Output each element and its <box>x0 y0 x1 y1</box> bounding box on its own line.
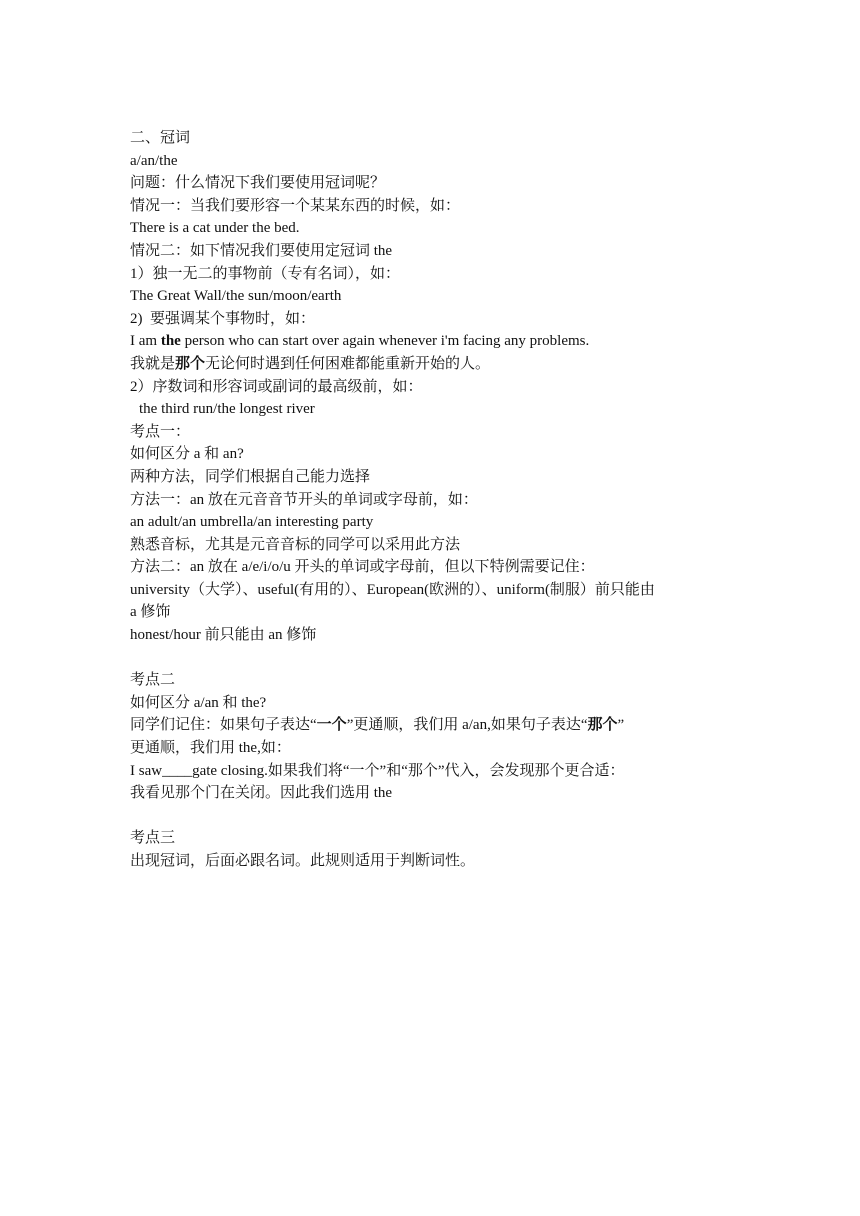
point-one-intro: 两种方法，同学们根据自己能力选择 <box>130 468 371 485</box>
section-heading: 二、冠词 <box>130 130 191 146</box>
emphasis-example-cn <box>130 353 740 376</box>
point-two-example-line-2: 我看见那个门在关闭。因此我们选用 the <box>130 785 393 802</box>
method-two-exceptions-line-2: a 修饰 <box>130 604 171 621</box>
emphasis-suffix: person who can start over again whenever i'm facing any problems. <box>180 333 590 350</box>
emphasis-prefix: I am <box>130 333 161 350</box>
emphasis-bold-word: the <box>160 333 181 350</box>
blank-line <box>130 647 740 670</box>
method-two-honest-rule: honest/hour 前只能由 an 修饰 <box>130 627 317 644</box>
point-three-title: 考点三 <box>130 830 176 847</box>
rule-one-text: 1）独一无二的事物前（专有名词），如： <box>130 265 401 282</box>
point-two-question: 如何区分 a/an 和 the? <box>130 694 267 711</box>
point-two-example-line-1: I saw____gate closing.如果我们将“一个”和“那个”代入，会发现那个更合适： <box>130 762 625 779</box>
method-two-exceptions-line-1: university（大学）、useful(有用的）、European(欧洲的）、uniform(制服）前只能由 <box>130 581 655 598</box>
point-one-question: 如何区分 a 和 an? <box>130 446 244 463</box>
articles-list: a/an/the <box>130 152 178 169</box>
method-one-text: 方法一：an 放在元音音节开头的单词或字母前，如： <box>130 491 478 508</box>
point-three-rule: 出现冠词，后面必跟名词。此规则适用于判断词性。 <box>130 853 476 869</box>
rule-two-superlative-example: the third run/the longest river <box>139 401 315 418</box>
point-two-rule-line-2: 更通顺，我们用 the,如： <box>130 740 291 757</box>
case-two-text: 情况二：如下情况我们要使用定冠词 the <box>130 242 393 259</box>
emphasis-example-en <box>130 330 740 353</box>
point-two-rule-line-1 <box>130 714 740 737</box>
point-two-rule-part-a: 同学们记住：如果句子表达“ <box>130 717 317 734</box>
question-text: 问题：什么情况下我们要使用冠词呢？ <box>130 175 386 192</box>
emphasis-cn-bold-word: 那个 <box>175 355 206 372</box>
method-one-note: 熟悉音标，尤其是元音音标的同学可以采用此方法 <box>130 536 461 553</box>
point-two-rule-part-e: ” <box>617 717 625 734</box>
emphasis-cn-prefix: 我就是 <box>130 355 176 372</box>
emphasis-cn-suffix: 无论何时遇到任何困难都能重新开始的人。 <box>205 355 491 372</box>
case-one-text: 情况一：当我们要形容一个某某东西的时候，如： <box>130 197 461 214</box>
rule-one-example: The Great Wall/the sun/moon/earth <box>130 288 342 305</box>
point-one-title: 考点一： <box>130 423 191 440</box>
method-two-text: 方法二：an 放在 a/e/i/o/u 开头的单词或字母前，但以下特例需要记住： <box>130 559 595 576</box>
method-one-example: an adult/an umbrella/an interesting party <box>130 514 374 531</box>
document-body <box>130 127 740 873</box>
blank-line <box>130 805 740 828</box>
rule-two-emphasis-text: 2) 要强调某个事物时，如： <box>130 310 315 327</box>
point-two-title: 考点二 <box>130 672 176 689</box>
point-two-rule-bold-nage: 那个 <box>587 717 618 734</box>
rule-two-superlative-text: 2）序数词和形容词或副词的最高级前，如： <box>130 378 423 395</box>
case-one-example: There is a cat under the bed. <box>130 220 300 237</box>
point-two-rule-bold-yige: 一个 <box>316 717 347 734</box>
point-two-rule-part-c: ”更通顺，我们用 a/an,如果句子表达“ <box>346 717 588 734</box>
